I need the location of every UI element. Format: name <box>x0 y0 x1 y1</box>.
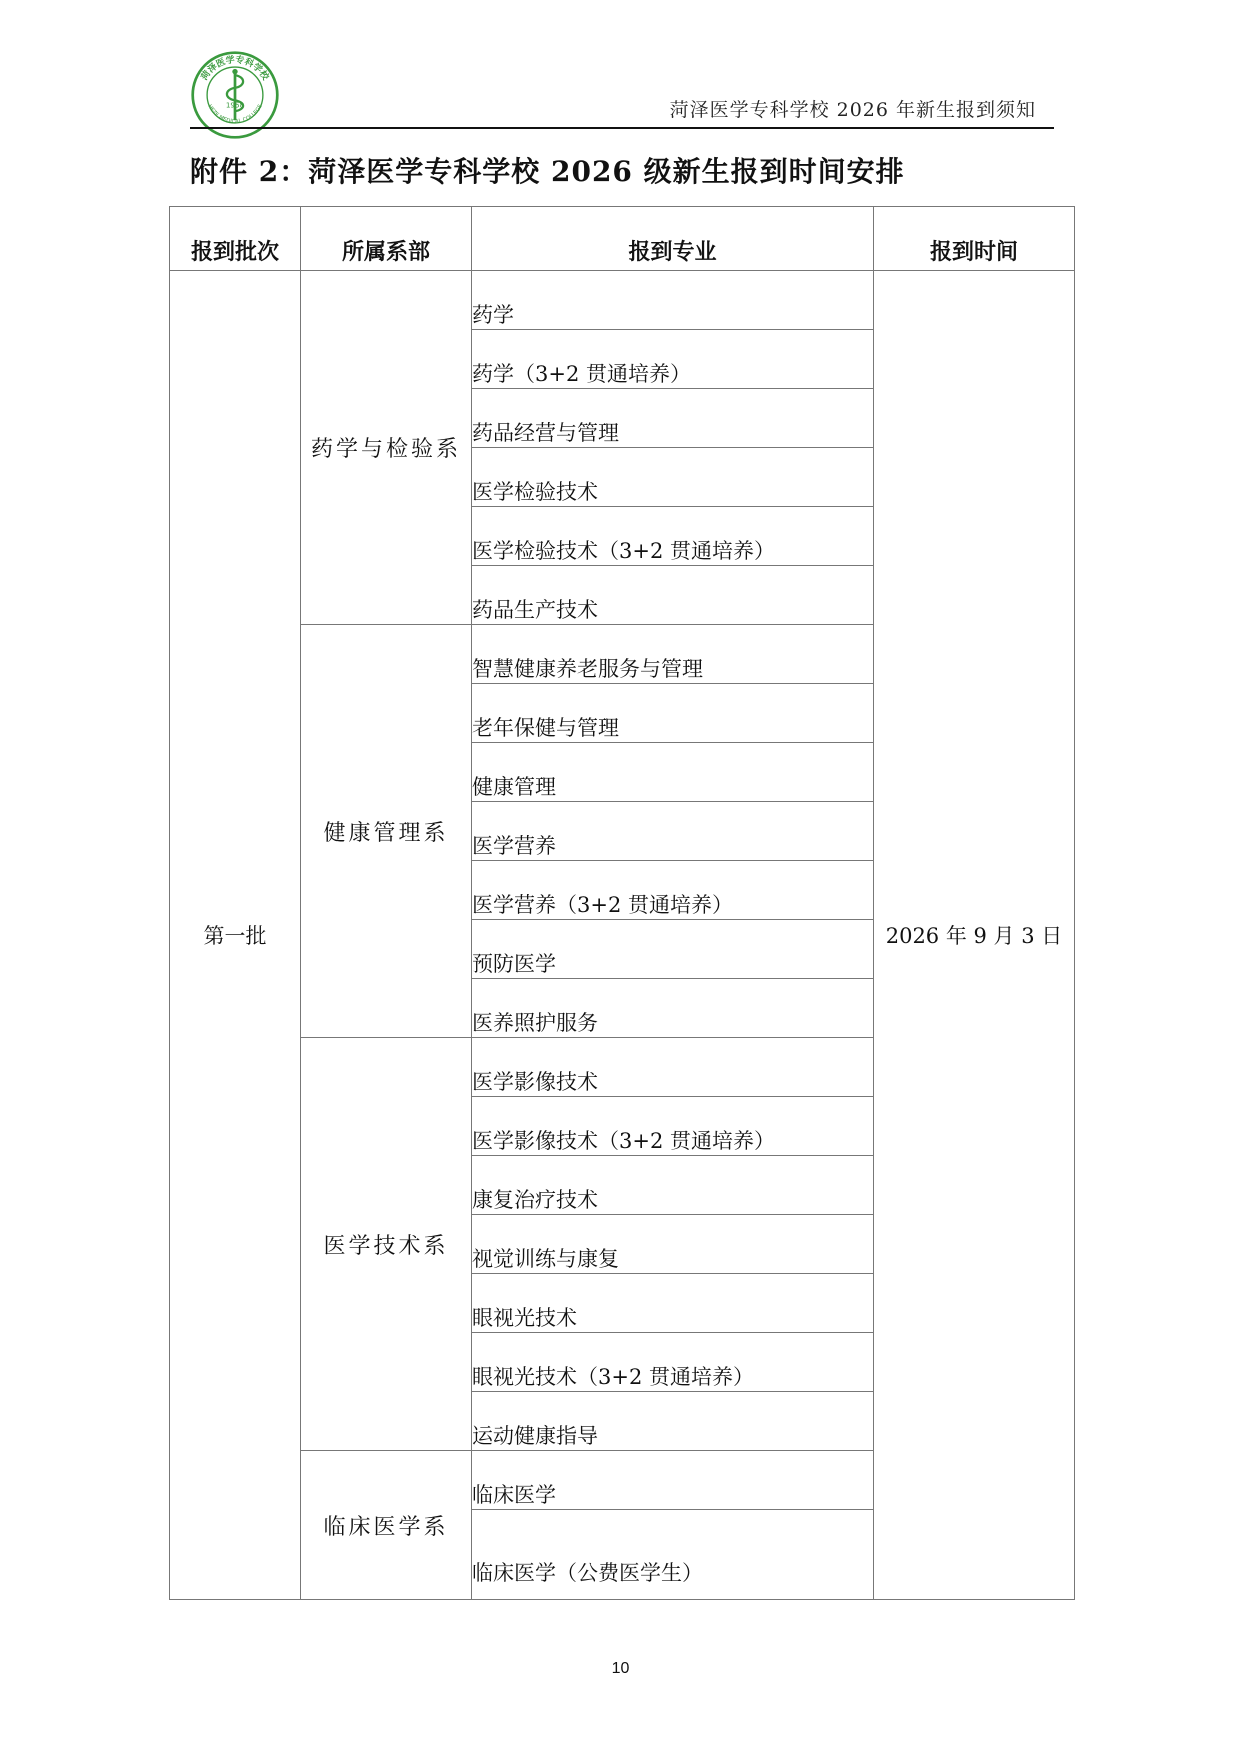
major-cell: 老年保健与管理 <box>472 684 874 743</box>
major-cell: 健康管理 <box>472 743 874 802</box>
major-cell: 医学营养（3+2 贯通培养） <box>472 861 874 920</box>
major-cell: 药品经营与管理 <box>472 389 874 448</box>
header-date: 报到时间 <box>874 207 1075 271</box>
batch-cell: 第一批 <box>170 271 301 1600</box>
major-cell: 药学（3+2 贯通培养） <box>472 330 874 389</box>
document-title: 附件 2：菏泽医学专科学校 2026 级新生报到时间安排 <box>190 155 905 188</box>
registration-schedule-table <box>169 206 1075 1600</box>
header-batch: 报到批次 <box>170 207 301 271</box>
department-cell: 临床医学系 <box>301 1451 472 1600</box>
major-cell: 预防医学 <box>472 920 874 979</box>
major-cell: 视觉训练与康复 <box>472 1215 874 1274</box>
major-cell: 康复治疗技术 <box>472 1156 874 1215</box>
major-cell: 临床医学 <box>472 1451 874 1510</box>
department-cell: 医学技术系 <box>301 1038 472 1451</box>
major-cell: 眼视光技术 <box>472 1274 874 1333</box>
major-cell: 药学 <box>472 271 874 330</box>
table-row <box>170 271 1075 330</box>
table-header-row <box>170 207 1075 271</box>
department-cell: 药学与检验系 <box>301 271 472 625</box>
major-cell: 医养照护服务 <box>472 979 874 1038</box>
major-cell: 医学营养 <box>472 802 874 861</box>
major-cell: 医学影像技术 <box>472 1038 874 1097</box>
major-cell: 智慧健康养老服务与管理 <box>472 625 874 684</box>
date-cell: 2026 年 9 月 3 日 <box>874 271 1075 1600</box>
header-department: 所属系部 <box>301 207 472 271</box>
header-major: 报到专业 <box>472 207 874 271</box>
major-cell: 医学检验技术 <box>472 448 874 507</box>
logo-ring-top-text: 菏泽医学专科学校 <box>199 55 271 83</box>
major-cell: 临床医学（公费医学生） <box>472 1510 874 1600</box>
running-header: 菏泽医学专科学校 2026 年新生报到须知 <box>669 99 1036 121</box>
major-cell: 医学影像技术（3+2 贯通培养） <box>472 1097 874 1156</box>
logo-year-text: 1958 <box>225 100 245 110</box>
department-cell: 健康管理系 <box>301 625 472 1038</box>
major-cell: 医学检验技术（3+2 贯通培养） <box>472 507 874 566</box>
major-cell: 眼视光技术（3+2 贯通培养） <box>472 1333 874 1392</box>
header-divider <box>190 127 1054 129</box>
major-cell: 运动健康指导 <box>472 1392 874 1451</box>
major-cell: 药品生产技术 <box>472 566 874 625</box>
logo-ring-bottom-text: HEZE MEDICAL COLLEGE <box>206 103 264 125</box>
page-number: 10 <box>611 1660 630 1677</box>
